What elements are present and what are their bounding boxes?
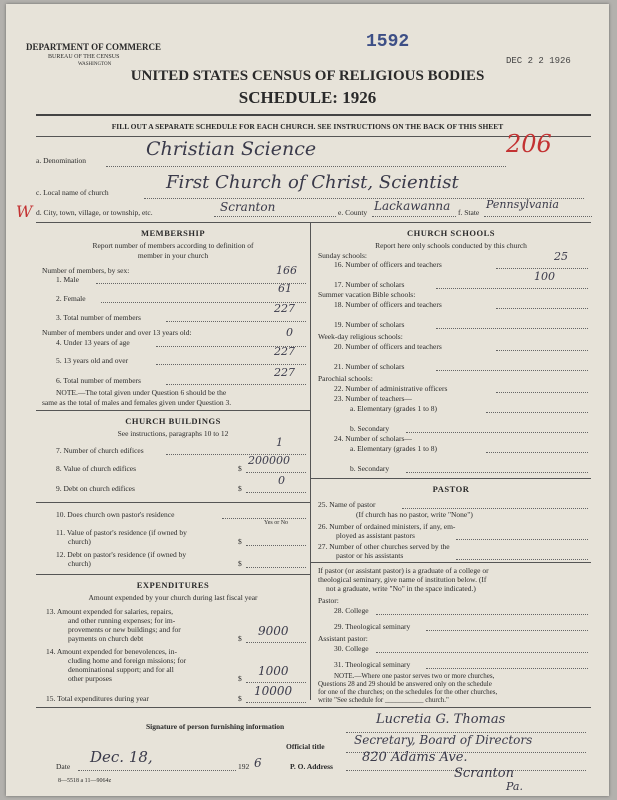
q11-label-2: church) [68,537,91,546]
address-state: Pa. [506,780,523,793]
q14-value: 1000 [258,664,289,678]
q13-label-2: and other running expenses; for im- [68,616,176,625]
q10-label: 10. Does church own pastor's residence [56,510,175,519]
q13-label-4: payments on church debt [68,634,144,643]
membership-intro: Report number of members according to definition of [92,241,254,250]
date-label: Date [56,762,71,771]
pastor-heading: PASTOR [432,484,470,494]
q31-label: 31. Theological seminary [334,660,411,669]
official-title-value: Secretary, Board of Directors [354,733,533,747]
q12-label-2: church) [68,559,91,568]
date-value: Dec. 18, [90,748,153,766]
red-code-annotation: 206 [506,130,552,158]
q3-value: 227 [274,302,295,315]
margin-mark: W [16,202,33,221]
q1-label: 1. Male [56,275,79,284]
county-label: e. County [338,208,368,217]
q2-value: 61 [278,282,292,295]
pastor-note-4: write "See schedule for ___________ church." [318,696,449,704]
city-label-field: d. City, town, village, or township, etc. [36,208,153,217]
q29-label: 29. Theological seminary [334,622,411,631]
signature-label: Signature of person furnishing information [146,722,285,731]
schools-intro: Report here only schools conducted by this church [375,241,527,250]
q14-label-4: other purposes [68,674,112,683]
parochial-schools-label: Parochial schools: [318,374,373,383]
q15-value: 10000 [254,684,293,698]
q1-value: 166 [276,264,297,277]
q5-label: 5. 13 years old and over [56,356,129,365]
q26-label-2: ployed as assistant pastors [336,531,415,540]
county-value: Lackawanna [374,199,451,213]
q24-label: 24. Number of scholars— [334,434,412,443]
denomination-value: Christian Science [146,138,317,160]
pastor-note-3: for one of the churches; on the schedules for the other churches, [318,688,498,696]
q28-label: 28. College [334,606,369,615]
expenditures-intro: Amount expended by your church during last fiscal year [88,593,258,602]
department-label: DEPARTMENT OF COMMERCE [26,42,162,52]
address-label: P. O. Address [290,762,333,771]
q27-label-2: pastor or his assistants [336,551,404,560]
q24a-label: a. Elementary (grades 1 to 8) [350,444,438,453]
q30-label: 30. College [334,644,369,653]
expenditures-heading: EXPENDITURES [136,580,210,590]
q4-value: 0 [286,326,293,339]
q9-label: 9. Debt on church edifices [56,484,135,493]
buildings-heading: CHURCH BUILDINGS [125,416,221,426]
q5-value: 227 [274,345,295,358]
q22-label: 22. Number of administrative officers [334,384,448,393]
bureau-label: BUREAU OF THE CENSUS [48,54,120,60]
form-title: UNITED STATES CENSUS OF RELIGIOUS BODIES [130,68,485,84]
q15-dollar: $ [238,694,242,703]
q16-value: 25 [554,250,568,263]
q14-label-2: cluding home and foreign missions; for [68,656,187,665]
sunday-schools-label: Sunday schools: [318,251,367,260]
pastor-subheading: Pastor: [318,596,339,605]
graduate-instruction-2: theological seminary, give name of institution below. (If [318,575,487,584]
q27-label: 27. Number of other churches served by the [318,542,450,551]
city-value: Scranton [220,200,276,214]
q25-label: 25. Name of pastor [318,500,376,509]
census-schedule-page [6,4,609,796]
q18-label: 18. Number of officers and teachers [334,300,442,309]
q21-label: 21. Number of scholars [334,362,405,371]
q8-label: 8. Value of church edifices [56,464,137,473]
membership-note: NOTE.—The total given under Question 6 should be the [56,388,227,397]
yes-no-hint: Yes or No [264,520,289,526]
q17-value: 100 [534,270,555,283]
q6-value: 227 [274,366,295,379]
schools-heading: CHURCH SCHOOLS [407,228,495,238]
q19-label: 19. Number of scholars [334,320,405,329]
q25-hint: (If church has no pastor, write "None") [356,510,473,519]
q9-value: 0 [278,474,285,487]
q12-label: 12. Debt on pastor's residence (if owned by [56,550,187,559]
stamp-number: 1592 [366,32,410,52]
graduate-instruction-3: not a graduate, write "No" in the space indicated.) [326,584,476,593]
q26-label: 26. Number of ordained ministers, if any, em- [318,522,456,531]
age-groups-label: Number of members under and over 13 years old: [42,328,192,337]
q15-label: 15. Total expenditures during year [46,694,149,703]
q16-label: 16. Number of officers and teachers [334,260,442,269]
q12-dollar: $ [238,559,242,568]
q7-label: 7. Number of church edifices [56,446,144,455]
q13-label: 13. Amount expended for salaries, repairs, [46,607,174,616]
buildings-intro: See instructions, paragraphs 10 to 12 [117,429,229,438]
local-name-label: c. Local name of church [36,188,109,197]
q3-label: 3. Total number of members [56,313,141,322]
form-subtitle: SCHEDULE: 1926 [238,88,377,107]
date-stamp: DEC 2 2 1926 [506,56,571,66]
q23-label: 23. Number of teachers— [334,394,412,403]
q14-label: 14. Amount expended for benevolences, in- [46,647,178,656]
q14-dollar: $ [238,674,242,683]
form-code: 8—5518 a 11—9064z [58,778,112,784]
q7-value: 1 [276,436,283,449]
summer-schools-label: Summer vacation Bible schools: [318,290,416,299]
q11-dollar: $ [238,537,242,546]
q14-label-3: denominational support; and for all [68,665,174,674]
year-prefix: 192 [238,762,250,771]
graduate-instruction: If pastor (or assistant pastor) is a graduate of a college or [318,566,489,575]
q8-dollar: $ [238,464,242,473]
pastor-note: NOTE.—Where one pastor serves two or more churches, [334,672,495,680]
q4-label: 4. Under 13 years of age [56,338,130,347]
assistant-pastor-subheading: Assistant pastor: [318,634,368,643]
state-label: f. State [458,208,480,217]
q20-label: 20. Number of officers and teachers [334,342,442,351]
q13-dollar: $ [238,634,242,643]
membership-heading: MEMBERSHIP [140,228,206,238]
address-city: Scranton [454,766,514,781]
membership-note-2: same as the total of males and females given under Question 3. [42,398,232,407]
official-title-label: Official title [286,742,325,751]
q8-value: 200000 [248,454,290,467]
denomination-label: a. Denomination [36,156,86,165]
q9-dollar: $ [238,484,242,493]
q13-value: 9000 [258,624,289,638]
q23b-label: b. Secondary [350,424,390,433]
q6-label: 6. Total number of members [56,376,141,385]
state-value: Pennsylvania [486,198,559,211]
q23a-label: a. Elementary (grades 1 to 8) [350,404,438,413]
pastor-note-2: Questions 28 and 29 should be answered only on the schedule [318,680,492,688]
members-by-sex-label: Number of members, by sex: [42,266,130,275]
q13-label-3: provements or new buildings; and for [68,625,181,634]
address-value: 820 Adams Ave. [362,750,468,765]
membership-intro-2: member in your church [137,251,209,260]
q24b-label: b. Secondary [350,464,390,473]
signature-value: Lucretia G. Thomas [376,712,506,727]
city-label: WASHINGTON [78,62,112,67]
local-name-value: First Church of Christ, Scientist [166,172,459,193]
year-suffix: 6 [254,756,262,770]
weekday-schools-label: Week-day religious schools: [318,332,403,341]
instruction-line: FILL OUT A SEPARATE SCHEDULE FOR EACH CHURCH. SEE INSTRUCTIONS ON THE BACK OF THIS SHEET [111,122,504,131]
q2-label: 2. Female [56,294,86,303]
q17-label: 17. Number of scholars [334,280,405,289]
q11-label: 11. Value of pastor's residence (if owned by [56,528,187,537]
